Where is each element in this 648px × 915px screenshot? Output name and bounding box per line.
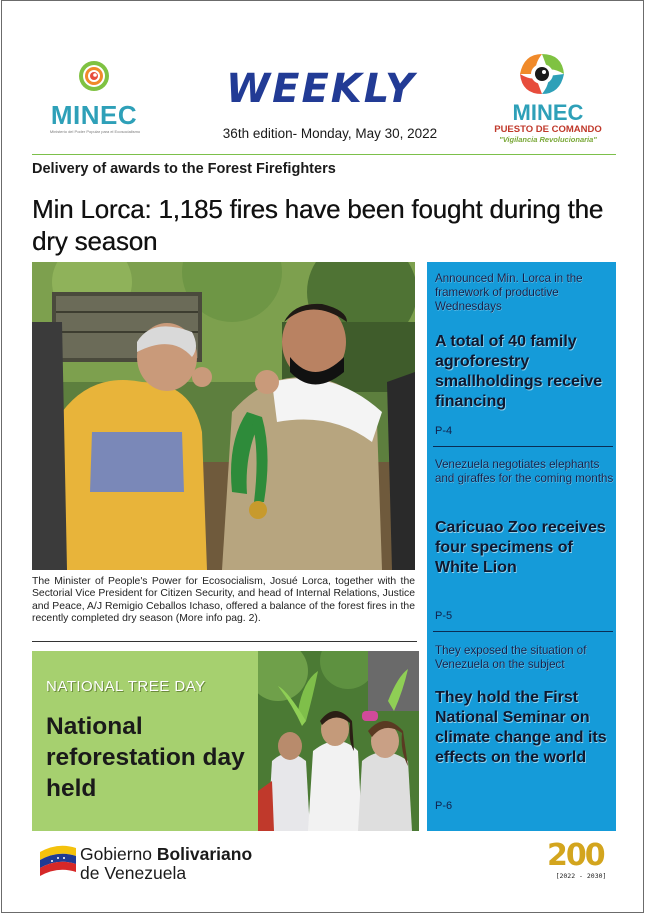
gobierno-bolivariano-logo <box>38 840 268 886</box>
sidebar-story-3-page: P-6 <box>435 800 453 812</box>
gobierno-line-2: de Venezuela <box>80 863 187 883</box>
minec-logo-subtitle: Ministerio del Poder Popular para el Ecosocialismo <box>49 129 141 134</box>
lead-kicker: Delivery of awards to the Forest Firefighters <box>32 161 336 177</box>
header-rule <box>32 154 616 155</box>
caption-rule <box>32 641 417 642</box>
edition-line: 36th edition- Monday, May 30, 2022 <box>222 126 438 141</box>
sidebar-rule-1 <box>433 446 613 447</box>
venezuela-flag-icon <box>38 842 78 880</box>
tree-day-photo <box>258 651 419 831</box>
lead-photo <box>32 262 415 570</box>
command-logo-text: MINEC <box>512 100 584 125</box>
minec-logo-left <box>38 58 150 138</box>
gobierno-line-1 <box>80 844 252 865</box>
lead-photo-illustration <box>32 262 415 570</box>
tree-day-photo-illustration <box>258 651 419 831</box>
sidebar-rule-2 <box>433 631 613 632</box>
bicentennial-years: [2022 - 2030] <box>555 872 607 880</box>
swirl-icon <box>78 60 110 92</box>
sidebar-story-3-title[interactable]: They hold the First National Seminar on climate change and its effects on the world <box>435 689 607 766</box>
sidebar-story-1-kicker: Announced Min. Lorca in the framework of productive Wednesdays <box>435 272 583 313</box>
bicentennial-logo <box>545 838 617 884</box>
masthead-title: WEEKLY <box>226 66 416 112</box>
sidebar-story-1-page: P-4 <box>435 425 453 437</box>
minec-command-logo <box>482 50 614 146</box>
lead-photo-caption: The Minister of People's Power for Ecosocialism, Josué Lorca, together with the Sectorial Vice President for Citizen Security, and head of Internal Relations, Justice and Peace, A/J Remigio Ceballos Ichaso, offered a balance of the forest fires in the recently completed dry season (More info pag. 2). <box>32 576 415 625</box>
minec-logo-text: MINEC <box>50 100 138 130</box>
sidebar-story-2-title[interactable]: Caricuao Zoo receives four specimens of White Lion <box>435 519 606 576</box>
bicentennial-number: 200 <box>547 838 604 873</box>
sidebar-stories <box>427 262 616 831</box>
sidebar-story-1-title[interactable]: A total of 40 family agroforestry smallholdings receive financing <box>435 333 603 410</box>
sidebar-story-3-kicker: They exposed the situation of Venezuela on the subject <box>435 644 587 671</box>
tree-day-kicker: NATIONAL TREE DAY <box>46 678 206 695</box>
gobierno-word: Gobierno <box>80 844 157 864</box>
command-logo-line1: PUESTO DE COMANDO <box>494 124 602 135</box>
tree-day-title[interactable]: National reforestation day held <box>46 713 245 802</box>
bolivariano-word: Bolivariano <box>156 844 253 864</box>
lead-headline: Min Lorca: 1,185 fires have been fought during the dry season <box>32 194 604 256</box>
command-logo-line2: "Vigilancia Revolucionaria" <box>499 135 597 144</box>
sidebar-story-2-kicker: Venezuela negotiates elephants and giraffes for the coming months <box>435 458 614 485</box>
tree-day-box <box>32 651 258 831</box>
eye-icon <box>514 50 570 98</box>
sidebar-story-2-page: P-5 <box>435 610 453 622</box>
